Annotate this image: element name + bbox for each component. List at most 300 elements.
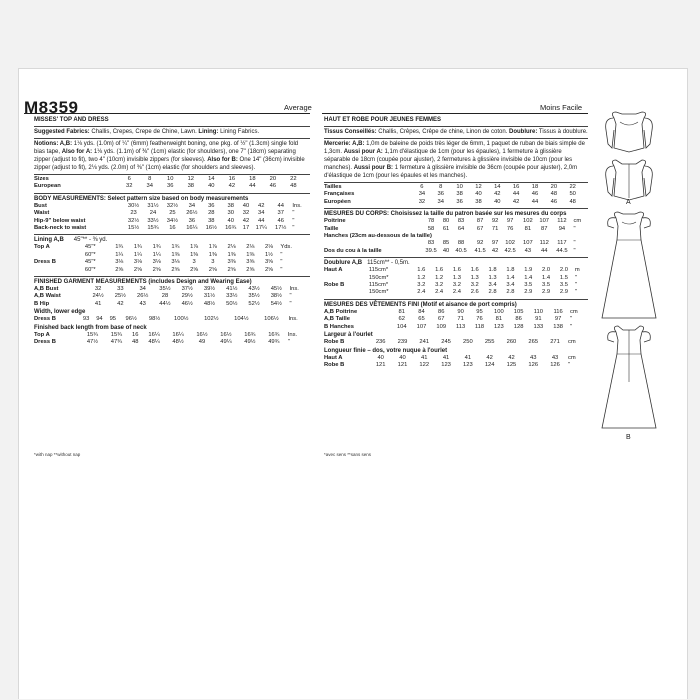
- value-cell: 83: [427, 240, 435, 247]
- value-cell: 3.5: [542, 282, 551, 289]
- value-cell: 3⅝: [264, 259, 274, 266]
- value-cell: 1.2: [417, 274, 426, 281]
- value-cell: 52½: [248, 300, 260, 307]
- value-cell: 126: [528, 361, 539, 368]
- value-cell: 28: [208, 210, 215, 217]
- value-cell: 2⅝: [133, 266, 142, 273]
- value-cell: 1.8: [488, 267, 497, 274]
- row-label: Dos du cou à la taille: [324, 247, 382, 254]
- row-label: Dress B: [34, 339, 56, 346]
- value-cell: 49½: [244, 339, 256, 346]
- value-cell: 16¾: [225, 225, 237, 232]
- fr-finished-table: [324, 309, 588, 331]
- value-cell: 25½: [114, 293, 127, 300]
- unit-cell: Yds.: [280, 244, 292, 251]
- table-row: [324, 240, 588, 247]
- value-cell: 117: [557, 240, 567, 247]
- value-cell: 3.5: [524, 282, 533, 289]
- value-cell: 105: [513, 308, 524, 315]
- table-row: [34, 267, 310, 274]
- value-cell: 54½: [270, 300, 282, 307]
- row-label: A,B Bust: [34, 286, 59, 293]
- value-cell: 122: [419, 361, 430, 368]
- unit-cell: ": [280, 266, 283, 273]
- value-cell: 49: [198, 339, 206, 346]
- value-cell: 107: [539, 218, 550, 225]
- fr-footnote: *avec sens **sans sens: [324, 452, 372, 457]
- row-sublabel: 45"*: [84, 259, 96, 266]
- value-cell: 1.9: [524, 267, 533, 274]
- value-cell: 116: [553, 308, 563, 315]
- value-cell: 61: [442, 225, 450, 232]
- value-cell: 44½: [159, 300, 171, 307]
- row-label: Européen: [324, 198, 351, 205]
- view-b-sketch-front: [598, 208, 660, 326]
- value-cell: 42: [486, 354, 493, 361]
- value-cell: 42: [494, 191, 501, 198]
- value-cell: 18: [531, 184, 539, 190]
- value-cell: 1.4: [524, 274, 533, 281]
- fr-body-title: MESURES DU CORPS: Choisissez la taille du patron basée sur les mesures du corps: [324, 211, 567, 218]
- value-cell: 40: [494, 198, 501, 205]
- value-cell: 3.2: [435, 282, 444, 289]
- unit-cell: ": [573, 247, 576, 254]
- table-row: [324, 218, 588, 225]
- unit-cell: ": [574, 282, 577, 289]
- row-label: Tailles: [324, 184, 342, 190]
- table-row: [34, 339, 310, 346]
- value-cell: 85: [442, 240, 450, 247]
- table-row: [324, 248, 588, 255]
- value-cell: 49¼: [220, 339, 232, 346]
- value-cell: 76: [506, 225, 514, 232]
- value-cell: 96½: [125, 316, 137, 323]
- value-cell: 239: [397, 339, 408, 346]
- value-cell: 1.6: [470, 267, 479, 274]
- value-cell: 10: [167, 176, 174, 182]
- value-cell: 1¾: [133, 244, 142, 251]
- value-cell: 3.2: [452, 282, 461, 289]
- value-cell: 33: [117, 286, 124, 293]
- value-cell: 100: [494, 308, 504, 315]
- value-cell: 32: [94, 286, 102, 293]
- value-cell: 24½: [92, 293, 104, 300]
- row-label: B Hanches: [324, 323, 354, 330]
- value-cell: 42.5: [504, 247, 516, 254]
- value-cell: 42: [242, 217, 250, 224]
- value-cell: 41.5: [474, 247, 486, 254]
- value-cell: 83: [457, 218, 465, 225]
- value-cell: 2.9: [542, 289, 551, 296]
- value-cell: 2.8: [506, 289, 515, 296]
- value-cell: 104½: [234, 316, 249, 323]
- value-cell: 44: [531, 198, 539, 205]
- value-cell: 265: [528, 339, 539, 346]
- table-row: [34, 301, 310, 308]
- value-cell: 48½: [203, 300, 216, 307]
- value-cell: 1⅞: [190, 244, 199, 251]
- unit-cell: ": [573, 225, 576, 232]
- value-cell: 3⅜: [227, 259, 236, 266]
- value-cell: 124: [484, 361, 495, 368]
- value-cell: 36: [188, 217, 196, 224]
- value-cell: 94: [96, 316, 103, 323]
- value-cell: 41: [94, 300, 102, 307]
- value-cell: 36: [208, 202, 215, 209]
- value-cell: 104: [396, 323, 407, 330]
- value-cell: 2⅛: [246, 244, 255, 251]
- fr-notions: Mercerie: A,B: 1,0m de baleine de poids très léger de 6mm, 1 paquet de ruban de biais simple de 1,3cm. Aussi pour A: 1,1m d'élastique de 1cm (pour les épaules), 1 fermeture à glissière séparable de 18cm (coupée pour ajuster), 2 fermetures à glissière invisible de 10cm (pour les manches). Aussi pour B: 1 fermeture à glissière invisible de 36cm (coupée pour ajuster), 2,0m d'élastique de 1cm (pour les épaules et les manches).: [324, 141, 585, 179]
- value-cell: 112: [539, 240, 549, 247]
- row-label: Haut A: [324, 267, 343, 274]
- value-cell: 1⅜: [171, 251, 180, 258]
- value-cell: 50: [569, 191, 576, 198]
- row-label: [324, 289, 369, 296]
- row-sublabel: 150cm*: [368, 274, 389, 281]
- unit-cell: [582, 199, 588, 206]
- table-row: [34, 183, 310, 190]
- row-label: Robe B: [324, 339, 345, 346]
- value-cell: 236: [375, 339, 386, 346]
- value-cell: 3.2: [417, 282, 426, 289]
- value-cell: 32½: [166, 202, 179, 209]
- value-cell: 84: [418, 308, 425, 315]
- value-cell: 12: [475, 184, 482, 190]
- value-cell: 41½: [226, 286, 238, 293]
- unit-cell: ": [289, 293, 292, 300]
- value-cell: 40: [208, 183, 215, 190]
- en-finished-table: [34, 286, 310, 308]
- value-cell: 64: [457, 225, 465, 232]
- title-rule-en: [24, 113, 310, 114]
- table-row: [324, 282, 588, 289]
- value-cell: 1.4: [506, 274, 515, 281]
- row-label: A,B Waist: [34, 293, 61, 300]
- value-cell: 1.3: [488, 274, 497, 281]
- value-cell: 16¼: [186, 225, 198, 232]
- value-cell: 2.0: [542, 267, 551, 274]
- value-cell: 34: [139, 286, 146, 293]
- value-cell: 97: [506, 218, 514, 225]
- table-row: [34, 176, 310, 183]
- value-cell: 95: [476, 308, 483, 315]
- en-width-table: [34, 316, 310, 323]
- en-yardage-table: [34, 244, 310, 274]
- value-cell: 14: [208, 176, 215, 182]
- unit-cell: ": [292, 225, 295, 232]
- value-cell: 17¼: [255, 225, 267, 232]
- value-cell: 48½: [172, 339, 184, 346]
- value-cell: 42: [228, 183, 236, 190]
- unit-cell: cm: [573, 218, 582, 225]
- table-row: [324, 191, 588, 198]
- value-cell: 15¾: [110, 331, 123, 338]
- value-cell: 34: [418, 191, 426, 198]
- value-cell: 32½: [127, 217, 140, 224]
- en-body-title: BODY MEASUREMENTS: Select pattern size based on body measurements: [34, 195, 249, 202]
- en-title: MISSES' TOP AND DRESS: [34, 117, 109, 123]
- value-cell: 2.4: [452, 289, 461, 296]
- unit-cell: cm: [570, 308, 578, 315]
- value-cell: 6: [127, 176, 131, 182]
- value-cell: 38: [475, 198, 482, 205]
- value-cell: 16: [512, 184, 520, 190]
- value-cell: 12: [187, 176, 195, 182]
- value-cell: 36: [456, 198, 463, 205]
- row-label: Robe B: [324, 282, 345, 289]
- value-cell: 34½: [166, 217, 179, 224]
- value-cell: 8: [439, 184, 443, 190]
- value-cell: 42: [512, 198, 520, 205]
- fr-yardage-table: [324, 267, 588, 297]
- value-cell: 78: [427, 218, 435, 225]
- value-cell: 40: [399, 354, 406, 361]
- row-label: Hanches (23cm au-dessous de la taille): [324, 233, 432, 240]
- value-cell: 2⅝: [171, 266, 180, 273]
- unit-cell: Ins.: [292, 202, 302, 209]
- table-row: [34, 203, 310, 210]
- value-cell: 34: [188, 202, 196, 209]
- table-row: [324, 233, 588, 240]
- table-row: [34, 332, 310, 339]
- value-cell: 1.6: [452, 267, 461, 274]
- value-cell: 1¼: [133, 251, 142, 258]
- value-cell: 34: [146, 183, 153, 190]
- row-label: Dress B: [34, 259, 56, 266]
- table-row: [34, 316, 310, 323]
- fr-finished-title: MESURES DES VÊTEMENTS FINI (Motif et aisance de port compris): [324, 301, 517, 308]
- value-cell: 92: [491, 218, 499, 225]
- value-cell: 71: [457, 316, 464, 323]
- value-cell: 16: [228, 176, 236, 182]
- value-cell: 40: [475, 191, 482, 198]
- value-cell: 2⅛: [227, 244, 236, 251]
- unit-cell: ": [570, 323, 573, 330]
- value-cell: 41: [442, 354, 450, 361]
- value-cell: 125: [506, 361, 517, 368]
- value-cell: 44: [258, 217, 265, 224]
- value-cell: 86: [438, 308, 445, 315]
- value-cell: 2.4: [435, 289, 444, 296]
- value-cell: 71: [491, 225, 499, 232]
- value-cell: 2.6: [470, 289, 479, 296]
- value-cell: 3⅛: [115, 259, 124, 266]
- table-row: [34, 225, 310, 232]
- unit-cell: Ins.: [287, 331, 298, 338]
- value-cell: 1¼: [115, 251, 124, 258]
- value-cell: 40: [242, 202, 250, 209]
- value-cell: 102: [505, 240, 515, 247]
- en-notions: Notions: A,B: 1⅛ yds. (1.0m) of ¼" (6mm) featherweight boning, one pkg. of ½" (1.3cm) single fold bias tape, Also for A: 1⅛ yds. (1.1m) of ⅜" (1cm) elastic (for shoulders), one 7" (18cm) separating zipper (adjust to fit), two 4" (10cm) invisible zippers (for sleeves). Also for B: One 14" (36cm) invisible zipper (adjust to fit), 2⅛ yds. (2.0m) of ⅜" (1cm) elastic (for shoulders and sleeves).: [34, 141, 305, 171]
- value-cell: 113: [455, 323, 466, 330]
- row-label: European: [34, 183, 61, 190]
- value-cell: 123: [494, 323, 504, 330]
- value-cell: 255: [484, 339, 495, 346]
- view-b-label: B: [626, 434, 631, 441]
- unit-cell: ": [574, 274, 577, 281]
- value-cell: 3⅛: [152, 259, 161, 266]
- value-cell: 38: [456, 191, 463, 198]
- unit-cell: [582, 191, 588, 198]
- unit-cell: ": [287, 339, 290, 346]
- value-cell: 107: [523, 240, 533, 247]
- value-cell: 2⅝: [264, 266, 274, 273]
- value-cell: 3⅛: [133, 259, 142, 266]
- unit-cell: ": [289, 300, 292, 307]
- value-cell: 106½: [264, 316, 279, 323]
- value-cell: 1.8: [506, 267, 515, 274]
- row-label: A,B Poitrine: [324, 308, 358, 315]
- value-cell: 3.4: [488, 282, 497, 289]
- value-cell: 2.9: [559, 289, 568, 296]
- value-cell: 48: [290, 183, 297, 190]
- value-cell: 1⅜: [246, 251, 255, 258]
- view-a-label: A: [626, 199, 631, 206]
- table-row: [324, 309, 588, 316]
- value-cell: 1.4: [542, 274, 551, 281]
- value-cell: 46: [277, 217, 284, 224]
- value-cell: 38: [208, 217, 215, 224]
- value-cell: 48: [132, 339, 139, 346]
- value-cell: 90: [457, 308, 464, 315]
- value-cell: 29½: [181, 293, 193, 300]
- value-cell: 30½: [127, 202, 140, 209]
- value-cell: 260: [506, 339, 517, 346]
- unit-cell: ": [292, 217, 295, 224]
- en-finished-title: FINISHED GARMENT MEASUREMENTS (includes Design and Wearing Ease): [34, 279, 252, 286]
- unit-cell: Ins.: [288, 316, 298, 323]
- unit-cell: ": [567, 361, 570, 368]
- value-cell: 1.6: [435, 267, 444, 274]
- value-cell: 109: [436, 323, 447, 330]
- row-label: Waist: [34, 210, 50, 217]
- row-label: Hip-9" below waist: [34, 217, 86, 224]
- value-cell: 41: [421, 354, 428, 361]
- value-cell: 28: [161, 293, 169, 300]
- value-cell: 1.3: [452, 274, 461, 281]
- value-cell: 33½: [226, 293, 238, 300]
- value-cell: 35½: [248, 293, 260, 300]
- value-cell: 14: [494, 184, 501, 190]
- value-cell: 1⅞: [208, 244, 217, 251]
- value-cell: 40: [442, 247, 450, 254]
- unit-cell: ": [280, 251, 283, 258]
- value-cell: 46½: [181, 300, 193, 307]
- value-cell: 93: [82, 316, 90, 323]
- value-cell: 2⅝: [152, 266, 161, 273]
- fr-sizes-table: [324, 184, 588, 206]
- value-cell: 42: [117, 300, 124, 307]
- value-cell: 38: [227, 202, 234, 209]
- value-cell: 87: [540, 225, 548, 232]
- value-cell: 50½: [226, 300, 238, 307]
- value-cell: 17½: [275, 225, 287, 232]
- value-cell: 36: [437, 191, 444, 198]
- row-label: Top A: [34, 331, 50, 338]
- value-cell: 43½: [248, 286, 260, 293]
- value-cell: 23: [130, 210, 137, 217]
- en-body-table: [34, 203, 310, 233]
- value-cell: 17: [242, 225, 250, 232]
- en-sizes-table: [34, 176, 310, 191]
- value-cell: 138: [553, 323, 563, 330]
- value-cell: 42: [258, 202, 265, 209]
- row-label: Poitrine: [324, 218, 346, 225]
- value-cell: 32: [242, 210, 250, 217]
- value-cell: 121: [397, 361, 408, 368]
- value-cell: 80: [442, 218, 450, 225]
- value-cell: 1⅜: [227, 251, 236, 258]
- value-cell: 98½: [148, 316, 161, 323]
- value-cell: 49¾: [268, 339, 280, 346]
- value-cell: 128: [513, 323, 524, 330]
- value-cell: 15¾: [86, 331, 99, 338]
- value-cell: 58: [427, 225, 435, 232]
- table-row: [34, 259, 310, 266]
- value-cell: 1¼: [152, 251, 161, 258]
- value-cell: 2⅝: [115, 266, 124, 273]
- value-cell: 97: [554, 316, 562, 323]
- unit-cell: ": [573, 240, 576, 247]
- row-sublabel: 60"*: [84, 266, 96, 273]
- row-label: Robe B: [324, 361, 345, 368]
- value-cell: 43: [530, 354, 537, 361]
- value-cell: 45½: [270, 286, 282, 293]
- value-cell: 32: [126, 183, 133, 190]
- value-cell: 100½: [174, 316, 189, 323]
- unit-cell: Ins.: [289, 286, 299, 293]
- table-row: [324, 289, 588, 296]
- row-sublabel: 60"*: [84, 251, 96, 258]
- value-cell: 88: [457, 240, 465, 247]
- value-cell: 46: [550, 198, 558, 205]
- en-footnote: *with nap **without nap: [34, 452, 81, 457]
- value-cell: 1.6: [417, 267, 426, 274]
- unit-cell: [582, 184, 588, 191]
- value-cell: 39½: [203, 286, 216, 293]
- value-cell: 87: [476, 218, 484, 225]
- value-cell: 8: [148, 176, 152, 182]
- value-cell: 47½: [86, 339, 99, 346]
- value-cell: 26½: [137, 293, 149, 300]
- value-cell: 20: [550, 184, 558, 190]
- value-cell: 16¼: [172, 331, 184, 338]
- row-label: A,B Taille: [324, 316, 350, 323]
- value-cell: 2⅝: [208, 266, 217, 273]
- value-cell: 95: [109, 316, 117, 323]
- unit-cell: ": [292, 210, 295, 217]
- value-cell: 40: [377, 354, 384, 361]
- value-cell: 3⅝: [246, 259, 255, 266]
- value-cell: 46: [531, 191, 539, 198]
- value-cell: 94: [558, 225, 566, 232]
- value-cell: 25: [169, 210, 176, 217]
- value-cell: 1¾: [171, 244, 180, 251]
- value-cell: 37: [277, 210, 284, 217]
- table-row: [34, 218, 310, 225]
- value-cell: 1.3: [470, 274, 479, 281]
- row-label: Françaises: [324, 191, 355, 198]
- value-cell: 241: [419, 339, 430, 346]
- value-cell: 18: [249, 176, 256, 182]
- value-cell: 2.0: [559, 267, 568, 274]
- value-cell: 3.2: [470, 282, 479, 289]
- value-cell: 91: [535, 316, 542, 323]
- value-cell: 43: [139, 300, 146, 307]
- table-row: [324, 355, 588, 362]
- unit-cell: cm: [567, 354, 576, 361]
- fr-back-length-table: [324, 355, 588, 370]
